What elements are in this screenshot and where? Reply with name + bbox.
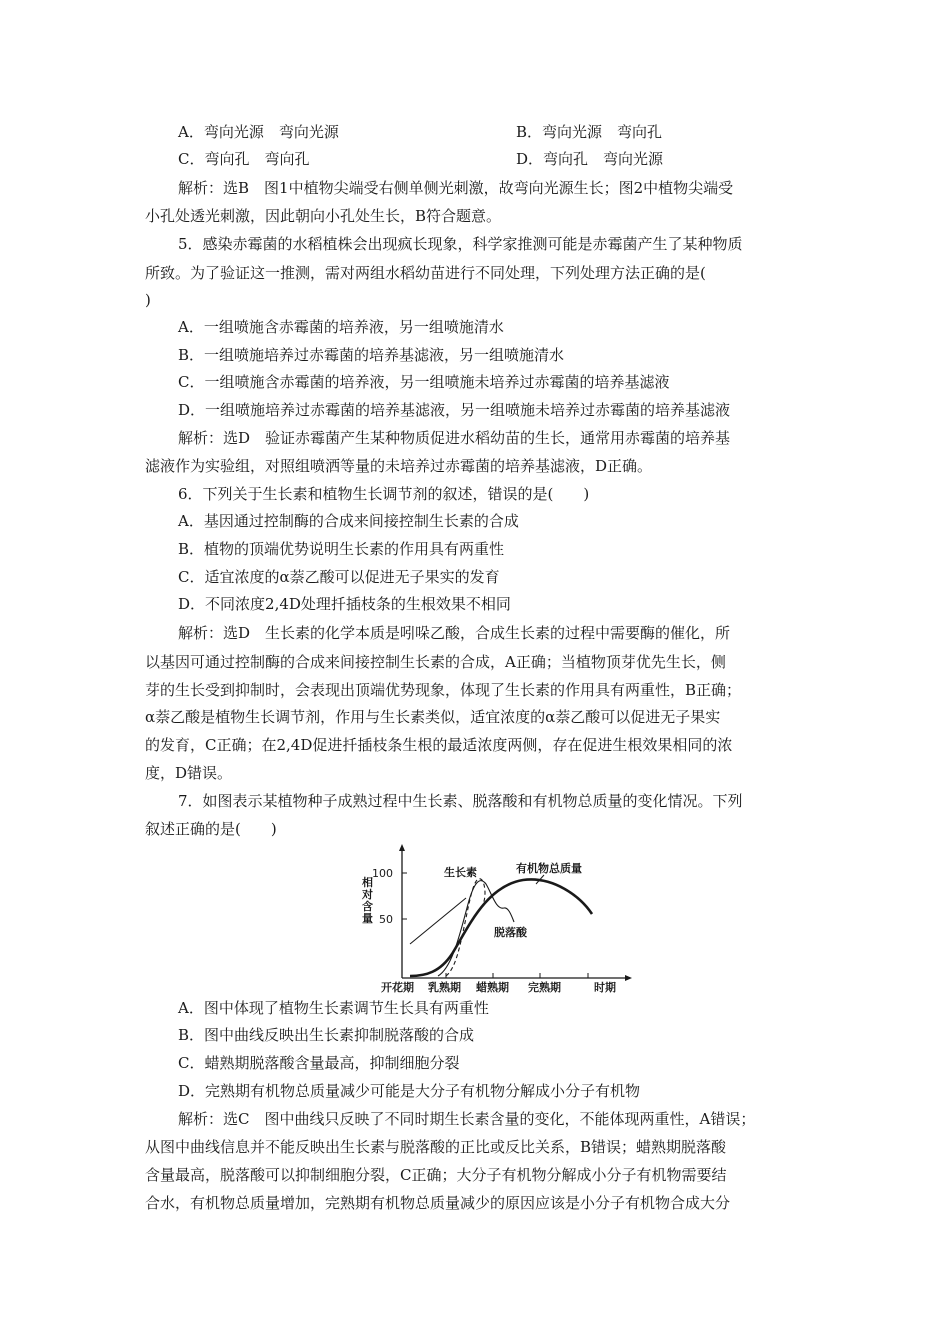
- q5-analysis-line: 解析：选D 验证赤霉菌产生某种物质促进水稻幼苗的生长，通常用赤霉菌的培养基: [178, 429, 731, 447]
- q4-analysis-line: 解析：选B 图1中植物尖端受右侧单侧光刺激，故弯向光源生长；图2中植物尖端受: [178, 179, 734, 197]
- y-axis-label: [361, 875, 377, 925]
- q7-analysis-line: 解析：选C 图中曲线只反映了不同时期生长素含量的变化，不能体现两重性，A错误；: [178, 1110, 756, 1128]
- q5-stem-line: 所致。为了验证这一推测，需对两组水稻幼苗进行不同处理，下列处理方法正确的是(: [145, 264, 706, 282]
- y-axis-label-char: 量: [362, 912, 373, 925]
- q7-stem-line: 叙述正确的是( ): [145, 820, 277, 838]
- q7-option-b: B．图中曲线反映出生长素抑制脱落酸的合成: [178, 1026, 475, 1044]
- aba-label: 脱落酸: [494, 926, 527, 939]
- q5-option-b: B．一组喷施培养过赤霉菌的培养基滤液，另一组喷施清水: [178, 346, 565, 364]
- auxin-rising-line: [410, 898, 466, 944]
- q4-option-d: D．弯向孔 弯向光源: [516, 150, 664, 168]
- y-tick-label: 100: [372, 867, 393, 880]
- q6-analysis-line: 解析：选D 生长素的化学本质是吲哚乙酸，合成生长素的过程中需要酶的催化，所: [178, 624, 731, 642]
- q6-analysis-line: 以基因可通过控制酶的合成来间接控制生长素的合成，A正确；当植物顶芽优先生长，侧: [145, 653, 726, 671]
- q6-analysis-line: 的发育，C正确；在2,4D促进扦插枝条生根的最适浓度两侧，存在促进生根效果相同的浓: [145, 736, 733, 754]
- x-tick-label: 完熟期: [528, 981, 561, 994]
- q5-option-a: A．一组喷施含赤霉菌的培养液，另一组喷施清水: [178, 318, 504, 336]
- q6-analysis-line: 度，D错误。: [145, 764, 233, 782]
- q7-option-a: A．图中体现了植物生长素调节生长具有两重性: [178, 999, 489, 1017]
- q7-option-d: D．完熟期有机物总质量减少可能是大分子有机物分解成小分子有机物: [178, 1082, 641, 1100]
- x-tick-label: 开花期: [381, 981, 414, 994]
- q5-stem-line: ): [145, 291, 151, 309]
- q7-analysis-line: 合水，有机物总质量增加，完熟期有机物总质量减少的原因应该是小分子有机物合成大分: [145, 1194, 731, 1212]
- y-tick-label: 50: [379, 913, 393, 926]
- auxin-curve: [446, 879, 485, 976]
- q7-figure: [348, 838, 638, 996]
- x-tick-label: 蜡熟期: [476, 981, 509, 994]
- x-tick-label: 乳熟期: [428, 981, 461, 994]
- q6-option-b: B．植物的顶端优势说明生长素的作用具有两重性: [178, 540, 505, 558]
- q4-option-c: C．弯向孔 弯向孔: [178, 150, 310, 168]
- organic-mass-label: 有机物总质量: [516, 862, 582, 875]
- q4-option-b: B．弯向光源 弯向孔: [516, 123, 663, 141]
- q6-stem-line: 6．下列关于生长素和植物生长调节剂的叙述，错误的是( ): [178, 485, 590, 503]
- y-axis-label-char: 对: [362, 888, 373, 901]
- q5-option-c: C．一组喷施含赤霉菌的培养液，另一组喷施未培养过赤霉菌的培养基滤液: [178, 373, 670, 391]
- q5-option-d: D．一组喷施培养过赤霉菌的培养基滤液，另一组喷施未培养过赤霉菌的培养基滤液: [178, 401, 731, 419]
- q5-stem-line: 5．感染赤霉菌的水稻植株会出现疯长现象，科学家推测可能是赤霉菌产生了某种物质: [178, 235, 743, 253]
- q6-analysis-line: 芽的生长受到抑制时，会表现出顶端优势现象，体现了生长素的作用具有两重性，B正确；: [145, 681, 742, 699]
- q6-option-a: A．基因通过控制酶的合成来间接控制生长素的合成: [178, 512, 519, 530]
- q7-analysis-line: 从图中曲线信息并不能反映出生长素与脱落酸的正比或反比关系，B错误；蜡熟期脱落酸: [145, 1138, 727, 1156]
- q7-analysis-line: 含量最高，脱落酸可以抑制细胞分裂，C正确；大分子有机物分解成小分子有机物需要结: [145, 1166, 727, 1184]
- q5-analysis-line: 滤液作为实验组，对照组喷洒等量的未培养过赤霉菌的培养基滤液，D正确。: [145, 457, 653, 475]
- y-axis-label-char: 相: [362, 876, 373, 889]
- q6-analysis-line: α萘乙酸是植物生长调节剂，作用与生长素类似，适宜浓度的α萘乙酸可以促进无子果实: [145, 708, 721, 726]
- q7-option-c: C．蜡熟期脱落酸含量最高，抑制细胞分裂: [178, 1054, 460, 1072]
- q4-analysis-line: 小孔处透光刺激，因此朝向小孔处生长，B符合题意。: [145, 207, 502, 225]
- q6-option-d: D．不同浓度2,4D处理扦插枝条的生根效果不相同: [178, 595, 511, 613]
- y-axis-label-char: 含: [362, 900, 373, 913]
- q4-option-a: A．弯向光源 弯向光源: [178, 123, 339, 141]
- q6-option-c: C．适宜浓度的α萘乙酸可以促进无子果实的发育: [178, 568, 500, 586]
- q7-stem-line: 7．如图表示某植物种子成熟过程中生长素、脱落酸和有机物总质量的变化情况。下列: [178, 792, 743, 810]
- auxin-label: 生长素: [444, 866, 477, 879]
- x-tick-label: 时期: [594, 981, 616, 994]
